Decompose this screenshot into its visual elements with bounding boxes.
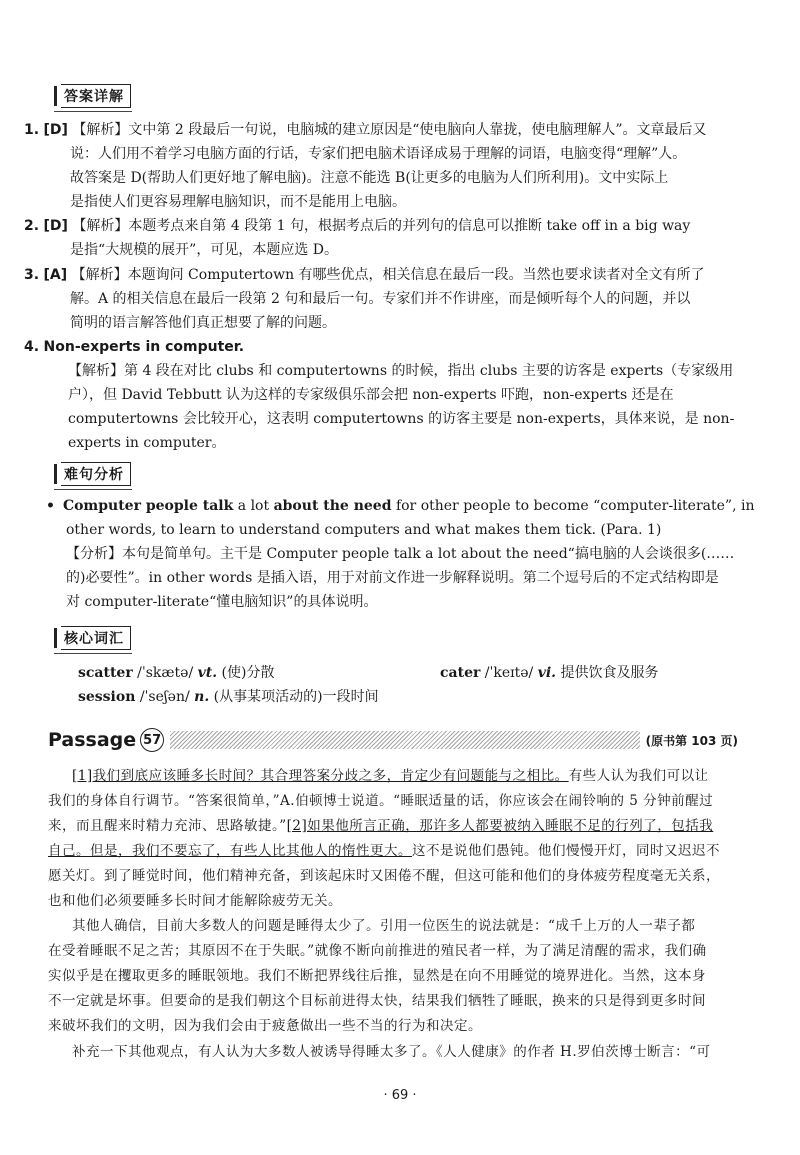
translation-paragraph-1: [1]我们到底应该睡多长时间？其合理答案分歧之多，肯定少有问题能与之相比。有些人认为我们可以让 我们的身体自行调节。“答案很简单，”A.伯顿博士说道。“睡眠适量的话，你应该会在闹铃响的 5 分钟前醒过 来，而且醒来时精力充沛、思路敏捷。”[2]如果他所言正确，那许多人都要被纳入睡眠不足的行列了，包括我 自己。但是，我们不要忘了，有些人比其他人的惰性更大。这不是说他们愚钝。他们慢慢开灯，同时又迟迟不 愿关灯。到了睡觉时间，他们精神充备，到该起床时又困倦不醒，但这可能和他们的身体疲劳程度毫无关系， 也和他们必须要睡多长时间才能解除疲劳无关。	[48, 768, 720, 909]
vocab-item: scatter /ˈskætə/ vt. (使)分散	[78, 665, 275, 681]
difficult-sentence: • Computer people talk a lot about the need for other people to become “computer-literate”, in other words, to learn to understand computers and what makes them tick. (Para. 1) 【分析】本句是简单句。主干是 Computer people talk a lot about the need“搞电脑的人会谈很多(…… 的)必要性”。in other words 是插入语，用于对前文作进一步解释说明。第二个逗号后的不定式结构即是 对 computer-literate“懂电脑知识”的具体说明。	[46, 498, 755, 610]
answer-1: 1. [D] 【解析】文中第 2 段最后一句说，电脑城的建立原因是“使电脑向人靠拢，使电脑理解人”。文章最后又 说：人们用不着学习电脑方面的行话，专家们把电脑术语译成易于理解的词语，电脑变得“理解”人。 故答案是 D(帮助人们更好地了解电脑)。注意不能选 B(让更多的电脑为人们所利用)。文中实际上 是指使人们更容易理解电脑知识，而不是能用上电脑。	[24, 122, 707, 210]
hatch-divider	[170, 731, 639, 749]
bullet: •	[46, 498, 55, 514]
answer-4: 4. Non-experts in computer. 【解析】第 4 段在对比 clubs 和 computertowns 的时候，指出 clubs 主要的访客是 experts（专家级用 户），但 David Tebbutt 认为这样的专家级俱乐部会把 non-experts 吓跑，non-experts 还是在 computertowns 会比较开心，这表明 computertowns 的访客主要是 non-experts，具体来说，是 non- experts in computer。	[24, 339, 735, 451]
passage-number: 57	[140, 728, 164, 752]
section-header-vocab	[54, 626, 131, 650]
answer-2: 2. [D] 【解析】本题考点来自第 4 段第 1 句，根据考点后的并列句的信息可以推断 take off in a big way 是指“大规模的展开”，可见，本题应选 D。	[24, 218, 691, 258]
vocab-item: session /ˈseʃən/ n. (从事某项活动的)一段时间	[78, 689, 379, 705]
section-header-difficult	[54, 462, 131, 486]
passage-title: Passage	[48, 729, 137, 751]
answer-3: 3. [A] 【解析】本题询问 Computertown 有哪些优点，相关信息在最后一段。当然也要求读者对全文有所了 解。A 的相关信息在最后一段第 2 句和最后一句。专家们并不作讲座，而是倾听每个人的问题，并以 简明的语言解答他们真正想要了解的问题。	[24, 267, 705, 331]
page-number: · 69 ·	[383, 1088, 417, 1103]
source-reference: (原书第 103 页)	[645, 733, 738, 748]
translation-paragraph-3: 补充一下其他观点，有人认为大多数人被诱导得睡太多了。《人人健康》的作者 H.罗伯茨博士断言：“可	[72, 1044, 711, 1060]
section-title: 难句分析	[61, 462, 131, 486]
passage-header	[48, 726, 738, 754]
translation-paragraph-2: 其他人确信，目前大多数人的问题是睡得太少了。引用一位医生的说法就是：“成千上万的人一辈子都 在受着睡眠不足之苦；其原因不在于失眠。”就像不断向前推进的殖民者一样，为了满足清醒的需求，我们确 实似乎是在攫取更多的睡眠领地。我们不断把界线往后推，显然是在向不用睡觉的境界进化。当然，这本身 不一定就是坏事。但要命的是我们朝这个目标前进得太快，结果我们牺牲了睡眠，换来的只是得到更多时间 来破坏我们的文明，因为我们会由于疲惫做出一些不当的行为和决定。	[48, 918, 707, 1034]
section-title: 答案详解	[61, 84, 131, 108]
vocab-item: cater /ˈkeɪtə/ vi. 提供饮食及服务	[440, 665, 659, 681]
section-header-answers	[54, 84, 131, 108]
section-title: 核心词汇	[61, 626, 131, 650]
